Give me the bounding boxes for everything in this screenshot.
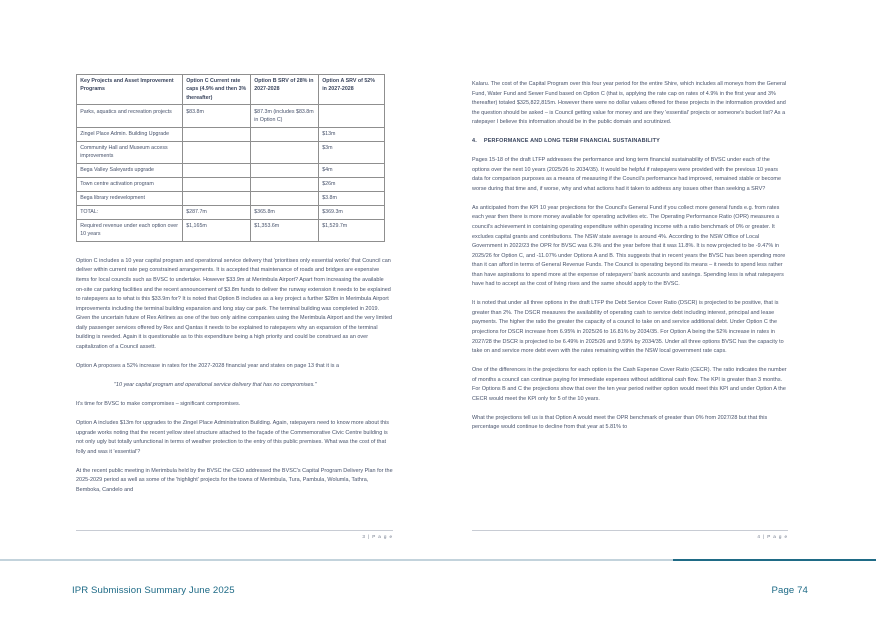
table-row-required-revenue: [77, 219, 385, 241]
row-label: Parks, aquatics and recreation projects: [77, 105, 183, 127]
row-option-b: [251, 127, 319, 141]
table-row: [77, 191, 385, 205]
pull-quote: "10 year capital program and operational service delivery that has no compromises.": [114, 381, 317, 388]
row-option-c: [183, 163, 251, 177]
row-label: Zingel Place Admin. Building Upgrade: [77, 127, 183, 141]
section-heading-performance: [472, 137, 788, 147]
key-projects-table: [76, 74, 385, 242]
paragraph-opr: As anticipated from the KPI 10 year projections for the Council's General Fund if you collect more general funds e.g. from rates each year then there is more money available for operating activities etc. The Operating Performance Ratio (OPR) measures a council's achievement in containing operating expenditure within operating income with a ratio benchmark of 0% or greater. It excludes capital grants and contributions. The NSW state average is around 4%. According to the NSW Office of Local Government in 2022/23 the OPR for BVSC was 6.3% and the year before that it was 11.8%. It is now projected to be -9.47% in 2025/26 for Option C, and -11.07% under Options A and B. This suggests that in recent years the BVSC has been spending more than it can afford in terms of General Revenue Funds. The Council is operating beyond its means – it needs to spend less rather than have aspirations to spend more at the expense of ratepayers' bank accounts and savings. Spending less is what ratepayers have had to accept as the cost of living rises and the same should apply to the BVSC.: [472, 204, 786, 288]
table-header-cell: Key Projects and Asset Improvement Programs: [77, 75, 183, 105]
section-number: 4.: [472, 138, 477, 145]
table-row: [77, 177, 385, 191]
row-option-b: $87.3m (includes $83.8m in Option C): [251, 105, 319, 127]
page-number-footer: 3 | P a g e: [76, 530, 393, 540]
row-option-c: [183, 191, 251, 205]
document-page-right: [438, 0, 876, 556]
row-option-a: [319, 105, 385, 127]
row-option-b: [251, 163, 319, 177]
table-header-row: [77, 75, 385, 105]
row-option-a: $3.8m: [319, 191, 385, 205]
row-label: Town centre activation program: [77, 177, 183, 191]
paragraph-capital-program-cost: Kalaru. The cost of the Capital Program over this four year period for the entire Shire, which includes all moneys from the General Fund, Water Fund and Sewer Fund based on Option C (that is, applying the rate cap on rates of 4.9% in the first year and 3% thereafter) totaled $325,822,815m. However there were no dollar values offered for these projects in the information provided and the question should be asked – is Council getting value for money and are they 'essential' projects or someone's bucket list? As a ratepayer I believe this information should be in the public domain and scrutinized.: [472, 81, 787, 126]
paragraph-ltfp-pages: Pages 15-18 of the draft LTFP addresses the performance and long term financial sustainability of BVSC under each of the options over the next 10 years (2025/26 to 2034/35). It would be helpful if ratepayers were provided with the previous 10 years data for comparison purposes as a means of measuring if the Council's performance had improved, remained stable or become worse during that time and, if worse, why and what actions had it taken to address any issues other than seeking a SRV?: [472, 157, 782, 192]
row-option-a: $26m: [319, 177, 385, 191]
document-status-bar: [0, 561, 876, 620]
row-option-c: [183, 127, 251, 141]
section-title: PERFORMANCE AND LONG TERM FINANCIAL SUSTAINABILITY: [483, 138, 660, 145]
row-option-b: [251, 141, 319, 163]
table-row: [77, 105, 385, 127]
row-option-a: $369.3m: [319, 205, 385, 219]
row-option-c: $1,165m: [183, 219, 251, 241]
table-header-cell: Option B SRV of 28% in 2027-2028: [251, 75, 319, 105]
page-right-content: [438, 0, 876, 556]
row-option-b: $365.8m: [251, 205, 319, 219]
document-page-label: Page 74: [771, 585, 808, 596]
table-row: [77, 163, 385, 177]
table-row: [77, 127, 385, 141]
row-label: Bega Valley Saleyards upgrade: [77, 163, 183, 177]
page-left-content: [0, 0, 438, 556]
paragraph-option-c: Option C includes a 10 year capital program and operational service delivery that 'prioritises only essential works' that Council can deliver within current rate peg constrained arrangements. It is accepted that maintenance of roads and bridges are expensive items for local councils such as BVSC to undertake. However $33.9m at Merimbula Airport? Apart from increasing the available on-site car parking facilities and the recent announcement of $3.8m funds to deliver the runway extension it needs to be explained to ratepayers as to what is this $33.9m for? It is noted that Option B includes as a key project a further $28m in Merimbula Airport improvements including the terminal building expansion and long stay car park. The terminal building was completed in 2019. Given the uncertain future of Rex Airlines as one of the two only airline companies using the Merimbula Airport and the very limited daily passenger services offered by Rex and Qantas it needs to be explained to ratepayers why an expansion of the terminal building is needed. Again it is questionable as to this expenditure being a high priority and could be construed as an over capitalization of a Council assett.: [76, 257, 393, 350]
table-header-cell: Option C Current rate caps (4.9% and then 3% thereafter): [183, 75, 251, 105]
paragraph-compromises: It's time for BVSC to make compromises – significant compromises.: [76, 400, 241, 407]
row-label: Bega library redevelopment: [77, 191, 183, 205]
paragraph-dscr: It is noted that under all three options in the draft LTFP the Debt Service Cover Ratio (DSCR) is projected to be positive, that is greater than 2%. The DSCR measures the availability of operating cash to service debt including interest, principal and lease payments. The higher the ratio the greater the capacity of a council to take on and service additional debt. Under Option C the projections for DSCR increase from 6.95% in 2025/26 to 16.81% by 2034/35. For Option A being the 52% increase in rates in 2027/28 the DSCR is projected to be 6.49% in 2025/26 and 9.59% by 2034/35. Under all three options BVSC has the capacity to take on and service more debt even with the rates remaining within the NSW local government rate caps.: [472, 300, 784, 355]
row-option-b: [251, 191, 319, 205]
row-option-c: $83.8m: [183, 105, 251, 127]
row-option-a: $13m: [319, 127, 385, 141]
table-header-cell: Option A SRV of 52% in 2027-2028: [319, 75, 385, 105]
paragraph-projections-summary: What the projections tell us is that Option A would meet the OPR benchmark of greater than 0% from 2027/28 but that this percentage would continue to decline from that year at 5.81% to: [472, 414, 768, 431]
row-label: Community Hall and Museum access improvements: [77, 141, 183, 163]
table-row: [77, 141, 385, 163]
table-row-total: [77, 205, 385, 219]
paragraph-cecr: One of the differences in the projections for each option is the Cash Expense Cover Ratio (CECR). The ratio indicates the number of months a council can continue paying for immediate expenses without additional cash flow. The KPI is greater than 3 months. For Options B and C the projections show that over the ten year period neither option would meet this KPI and under Option A the CECR would meet the KPI only for 5 of the 10 years.: [472, 367, 787, 402]
row-option-b: [251, 177, 319, 191]
row-option-a: $1,529.7m: [319, 219, 385, 241]
document-page-left: [0, 0, 438, 556]
row-option-c: [183, 141, 251, 163]
row-option-a: $3m: [319, 141, 385, 163]
row-option-b: $1,353.6m: [251, 219, 319, 241]
row-option-a: $4m: [319, 163, 385, 177]
paragraph-zingel-place: Option A includes $13m for upgrades to the Zingel Place Administration Building. Again, ratepayers need to know more about this upgrade works noting that the recent yellow steel structure attached to the façade of the Commemorative Civic Centre building is not only ugly but totally unfunctional in terms of weather protection to the entry of this public premises. What was the cost of that folly and was it 'essential'?: [76, 419, 389, 455]
document-footer-title: IPR Submission Summary June 2025: [72, 585, 235, 596]
page-number-footer: 4 | P a g e: [472, 530, 788, 540]
row-label: Required revenue under each option over 10 years: [77, 219, 183, 241]
row-option-c: $287.7m: [183, 205, 251, 219]
row-option-c: [183, 177, 251, 191]
paragraph-public-meeting: At the recent public meeting in Merimbula held by the BVSC the CEO addressed the BVSC's Capital Program Delivery Plan for the 2025-2029 period as well as some of the 'highlight' projects for the towns of Merimbula, Tura, Pambula, Wolumla, Tathra, Bemboka, Candelo and: [76, 467, 393, 493]
paragraph-option-a-intro: Option A proposes a 52% increase in rates for the 2027-2028 financial year and states on page 13 that it is a: [76, 362, 340, 369]
row-label: TOTAL:: [77, 205, 183, 219]
